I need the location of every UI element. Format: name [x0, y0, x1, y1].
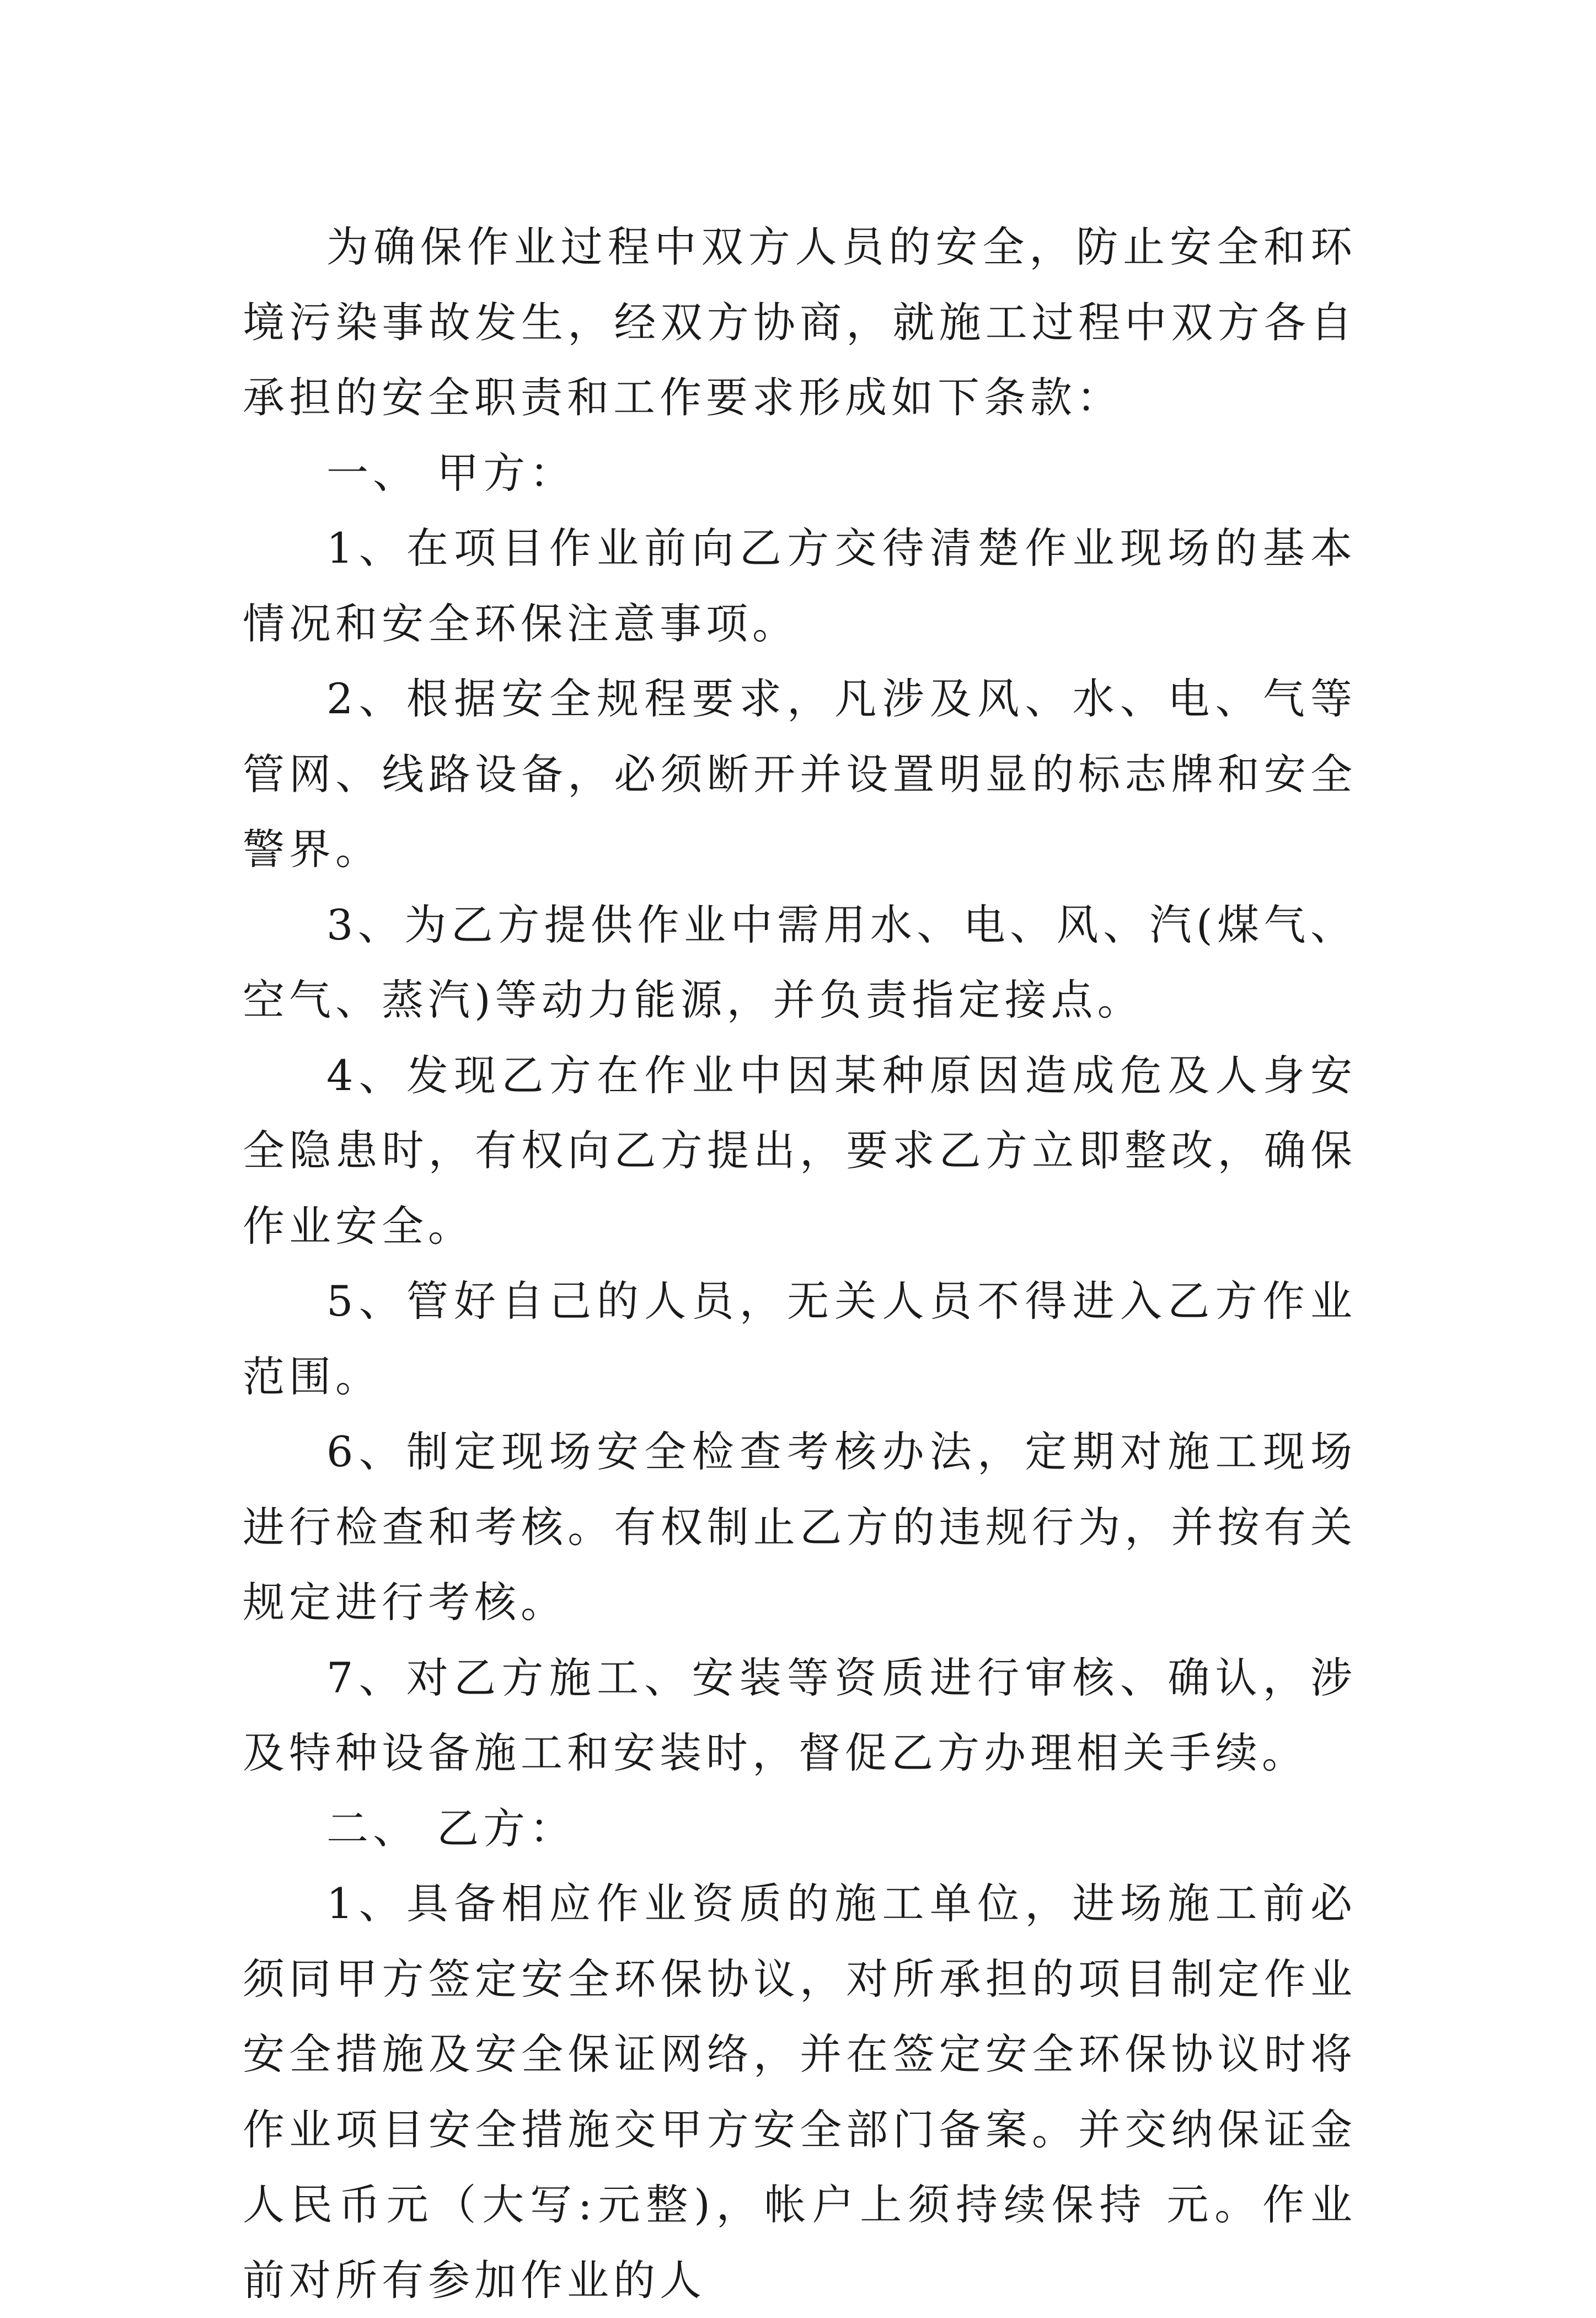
party-a-clause-4: 4、发现乙方在作业中因某种原因造成危及人身安全隐患时，有权向乙方提出，要求乙方立即整改，确保作业安全。: [243, 1050, 1357, 1251]
document-body: [243, 210, 1357, 2318]
party-a-clause-2: 2、根据安全规程要求，凡涉及风、水、电、气等管网、线路设备，必须断开并设置明显的标志牌和安全警界。: [243, 674, 1357, 874]
party-a-clause-6: 6、制定现场安全检查考核办法，定期对施工现场进行检查和考核。有权制止乙方的违规行为，并按有关规定进行考核。: [243, 1427, 1357, 1627]
party-a-clause-5: 5、管好自己的人员，无关人员不得进入乙方作业范围。: [243, 1276, 1357, 1401]
section-heading-party-a: 一、 甲方：: [326, 448, 576, 498]
intro-paragraph: 为确保作业过程中双方人员的安全，防止安全和环境污染事故发生，经双方协商，就施工过程中双方各自承担的安全职责和工作要求形成如下条款：: [243, 222, 1357, 422]
party-a-clause-1: 1、在项目作业前向乙方交待清楚作业现场的基本情况和安全环保注意事项。: [243, 524, 1357, 648]
party-a-clause-3: 3、为乙方提供作业中需用水、电、风、汽(煤气、空气、蒸汽)等动力能源，并负责指定接点。: [243, 900, 1357, 1024]
section-heading-party-b: 二、 乙方：: [326, 1803, 576, 1853]
party-a-clause-7: 7、对乙方施工、安装等资质进行审核、确认，涉及特种设备施工和安装时，督促乙方办理相关手续。: [243, 1653, 1357, 1777]
party-b-clause-1: 1、具备相应作业资质的施工单位，进场施工前必须同甲方签定安全环保协议，对所承担的项目制定作业安全措施及安全保证网络，并在签定安全环保协议时将作业项目安全措施交甲方安全部门备案。并交纳保证金人民币元（大写:元整)，帐户上须持续保持 元。作业前对所有参加作业的人: [243, 1879, 1357, 2305]
